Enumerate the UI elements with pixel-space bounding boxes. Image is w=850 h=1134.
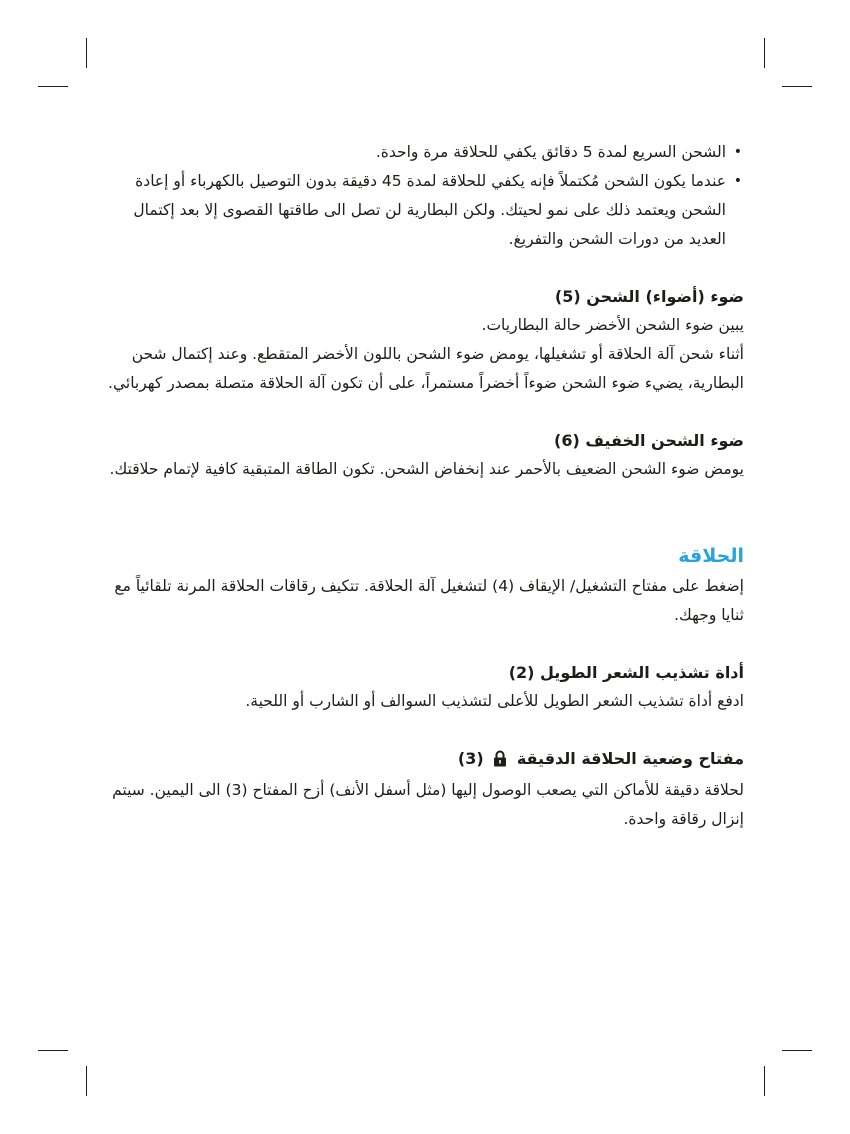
- precision-heading: [104, 744, 744, 776]
- precision-text: لحلاقة دقيقة للأماكن التي يصعب الوصول إليها (مثل أسفل الأنف) أزح المفتاح (3) الى اليمين. سيتم إنزال رقاقة واحدة.: [112, 781, 744, 828]
- precision-heading-number: (3): [457, 749, 484, 768]
- crop-mark-top-left-h: [38, 86, 68, 87]
- crop-mark-bottom-right: [764, 1066, 765, 1096]
- crop-mark-bottom-left-h: [38, 1050, 68, 1051]
- charging-bullets: [104, 138, 744, 254]
- shaving-section-title: الحلاقة: [678, 545, 744, 567]
- charge-light-heading: ضوء (أضواء) الشحن (5): [554, 287, 744, 306]
- bullet-item: • عندما يكون الشحن مُكتملاً فإنه يكفي للحلاقة لمدة 45 دقيقة بدون التوصيل بالكهرباء أو إعادة الشحن ويعتمد ذلك على نمو لحيتك. ولكن البطارية لن تصل الى طاقتها القصوى إلا بعد إكتمال العديد من دورات الشحن والتفريغ.: [104, 167, 744, 254]
- precision-heading-text: مفتاح وضعية الحلاقة الدقيقة: [516, 749, 744, 768]
- shaving-text: إضغط على مفتاح التشغيل/ الإيقاف (4) لتشغيل آلة الحلاقة. تتكيف رقاقات الحلاقة المرنة تلقائياً مع ثنايا وجهك.: [114, 577, 744, 624]
- low-charge-heading: ضوء الشحن الخفيف (6): [554, 431, 744, 450]
- charge-light-line1: يبين ضوء الشحن الأخضر حالة البطاريات.: [481, 316, 744, 334]
- lock-icon: [493, 747, 507, 776]
- crop-mark-top-right: [764, 38, 765, 68]
- crop-mark-top-right-h: [782, 86, 812, 87]
- crop-mark-bottom-right-h: [782, 1050, 812, 1051]
- trimmer-heading: أداة تشذيب الشعر الطويل (2): [508, 663, 744, 682]
- low-charge-text: يومض ضوء الشحن الضعيف بالأحمر عند إنخفاض الشحن. تكون الطاقة المتبقية كافية لإتمام حلاقتك.: [109, 460, 744, 478]
- crop-mark-top-left: [86, 38, 87, 68]
- crop-mark-bottom-left: [86, 1066, 87, 1096]
- bullet-item: • الشحن السريع لمدة 5 دقائق يكفي للحلاقة مرة واحدة.: [104, 138, 744, 167]
- charge-light-line2: أثناء شحن آلة الحلاقة أو تشغيلها، يومض ضوء الشحن باللون الأخضر المتقطع. وعند إكتمال شحن البطارية، يضيء ضوء الشحن ضوءاً أخضراً مستمراً، على أن تكون آلة الحلاقة متصلة بمصدر كهربائي.: [108, 345, 744, 392]
- manual-page: [104, 138, 744, 834]
- trimmer-text: ادفع أداة تشذيب الشعر الطويل للأعلى لتشذيب السوالف أو الشارب أو اللحية.: [245, 692, 744, 710]
